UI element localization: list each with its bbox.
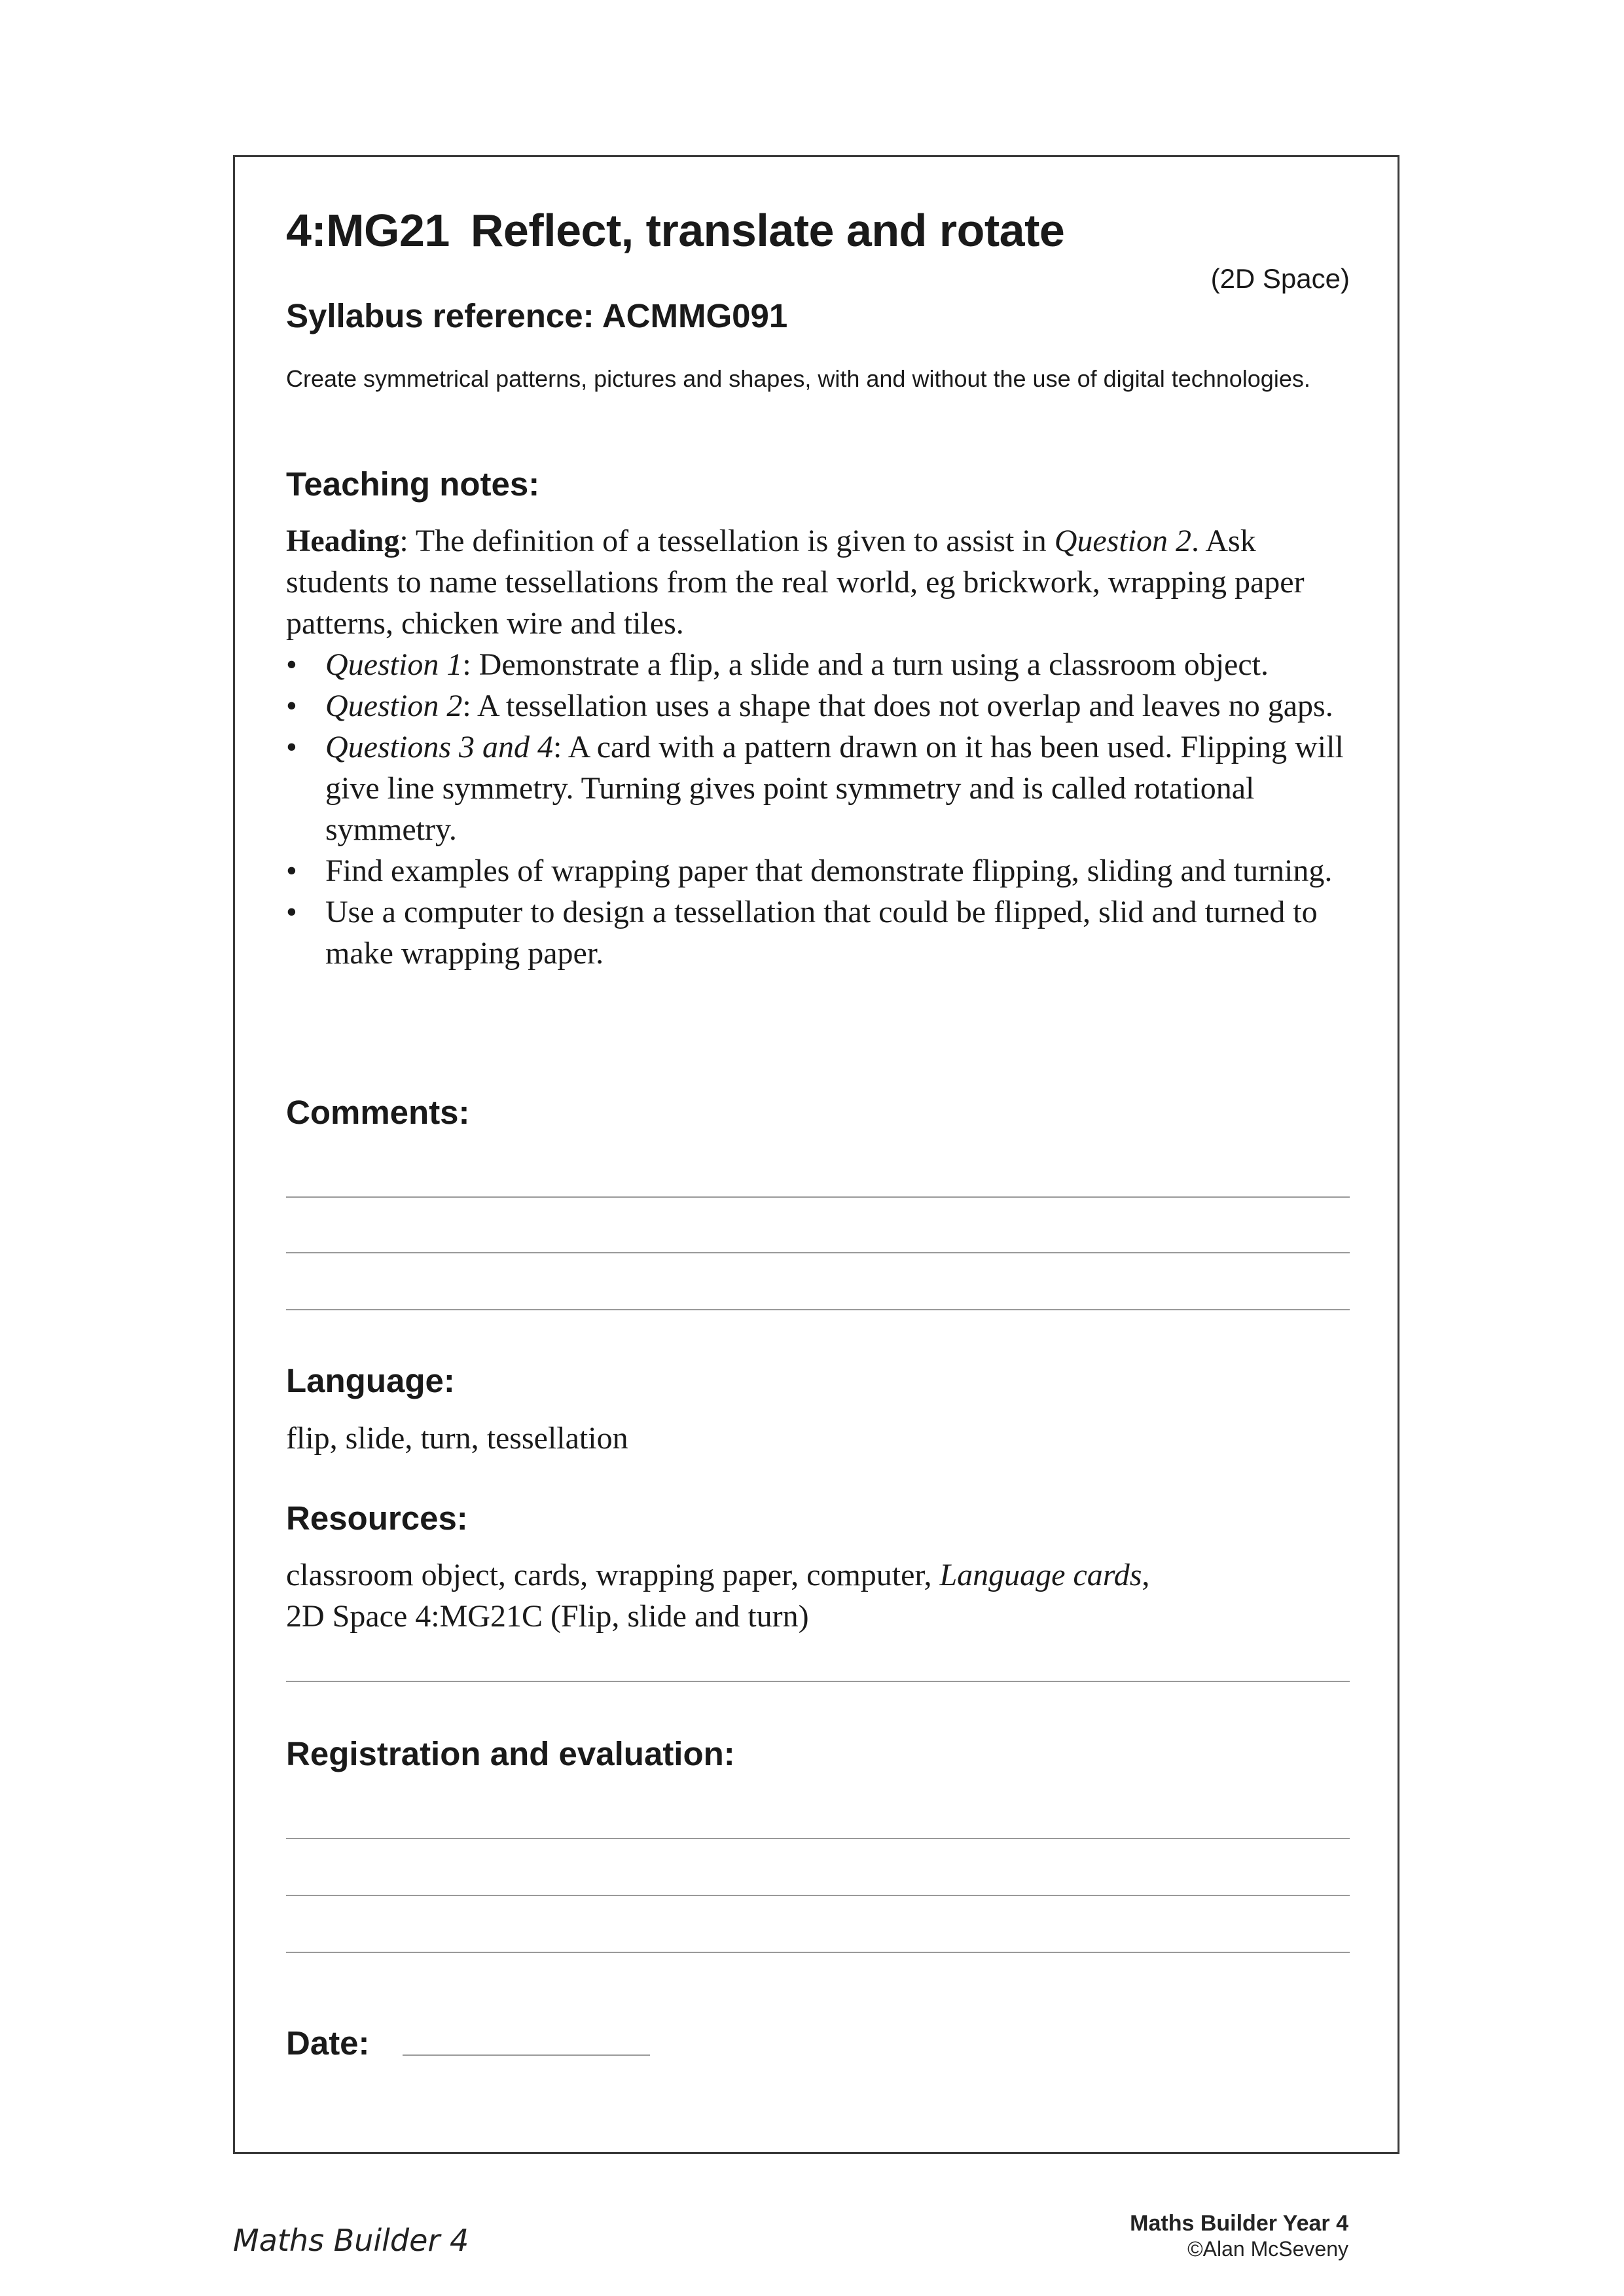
syllabus-description: Create symmetrical patterns, pictures and shapes, with and without the use of digital technologies. bbox=[286, 365, 1310, 392]
registration-heading: Registration and evaluation: bbox=[286, 1735, 735, 1772]
language-text: flip, slide, turn, tessellation bbox=[286, 1421, 628, 1456]
topic-label: (2D Space) bbox=[1210, 263, 1350, 294]
resources-text bbox=[286, 1554, 1350, 1637]
list-item-text: : Demonstrate a flip, a slide and a turn using a classroom object. bbox=[462, 647, 1269, 682]
footer-credits bbox=[1130, 2210, 1348, 2261]
intro-ref: Question 2 bbox=[1054, 524, 1192, 558]
registration-line bbox=[286, 1838, 1350, 1839]
intro-text-end: . Ask students to name tessellations from the real world, eg brickwork, wrapping paper patterns, chicken wire and tiles. bbox=[286, 524, 1305, 641]
resources-line-2: 2D Space 4:MG21C (Flip, slide and turn) bbox=[286, 1599, 809, 1634]
list-item bbox=[286, 726, 1350, 850]
teaching-notes-body bbox=[286, 520, 1350, 974]
lesson-title: Reflect, translate and rotate bbox=[470, 205, 1065, 256]
footer-book-name: Maths Builder 4 bbox=[233, 2223, 469, 2258]
language-heading: Language: bbox=[286, 1362, 455, 1399]
date-label: Date: bbox=[286, 2024, 370, 2062]
intro-text: : The definition of a tessellation is given to assist in bbox=[399, 524, 1055, 558]
resources-line-1 bbox=[286, 1554, 1350, 1596]
question-ref: Questions 3 and 4 bbox=[325, 730, 553, 764]
list-item-text: Find examples of wrapping paper that demonstrate flipping, sliding and turning. bbox=[325, 853, 1333, 888]
list-item bbox=[286, 891, 1350, 974]
footer-book-title: Maths Builder Year 4 bbox=[1130, 2211, 1348, 2236]
list-item-text: : A tessellation uses a shape that does not overlap and leaves no gaps. bbox=[462, 689, 1333, 723]
teaching-notes-list bbox=[286, 644, 1350, 974]
teaching-notes-intro bbox=[286, 520, 1350, 644]
resources-heading: Resources: bbox=[286, 1499, 468, 1537]
intro-label: Heading bbox=[286, 524, 400, 558]
list-item bbox=[286, 685, 1350, 726]
list-item-text: Use a computer to design a tessellation that could be flipped, slid and turned to make wrapping paper. bbox=[325, 895, 1318, 971]
comment-line bbox=[286, 1196, 1350, 1198]
comment-line bbox=[286, 1252, 1350, 1253]
comment-line bbox=[286, 1309, 1350, 1310]
page-title bbox=[286, 204, 1064, 257]
list-item bbox=[286, 850, 1350, 891]
list-item-text: : A card with a pattern drawn on it has been used. Flipping will give line symmetry. Turning gives point symmetry and is called rotational symmetry. bbox=[325, 730, 1344, 847]
resources-ref: Language cards bbox=[939, 1558, 1142, 1592]
resources-text-start: classroom object, cards, wrapping paper, computer, bbox=[286, 1558, 940, 1592]
resources-line bbox=[286, 1681, 1350, 1682]
question-ref: Question 1 bbox=[325, 647, 463, 682]
page-frame bbox=[233, 155, 1399, 2154]
date-field-line bbox=[403, 2054, 650, 2056]
registration-line bbox=[286, 1952, 1350, 1953]
resources-text-end: , bbox=[1142, 1558, 1150, 1592]
lesson-code: 4:MG21 bbox=[286, 205, 450, 256]
teaching-notes-heading: Teaching notes: bbox=[286, 465, 540, 503]
comments-heading: Comments: bbox=[286, 1094, 470, 1131]
footer-copyright: ©Alan McSeveny bbox=[1187, 2237, 1348, 2261]
question-ref: Question 2 bbox=[325, 689, 463, 723]
syllabus-heading: Syllabus reference: ACMMG091 bbox=[286, 297, 788, 334]
registration-line bbox=[286, 1895, 1350, 1896]
list-item bbox=[286, 644, 1350, 685]
